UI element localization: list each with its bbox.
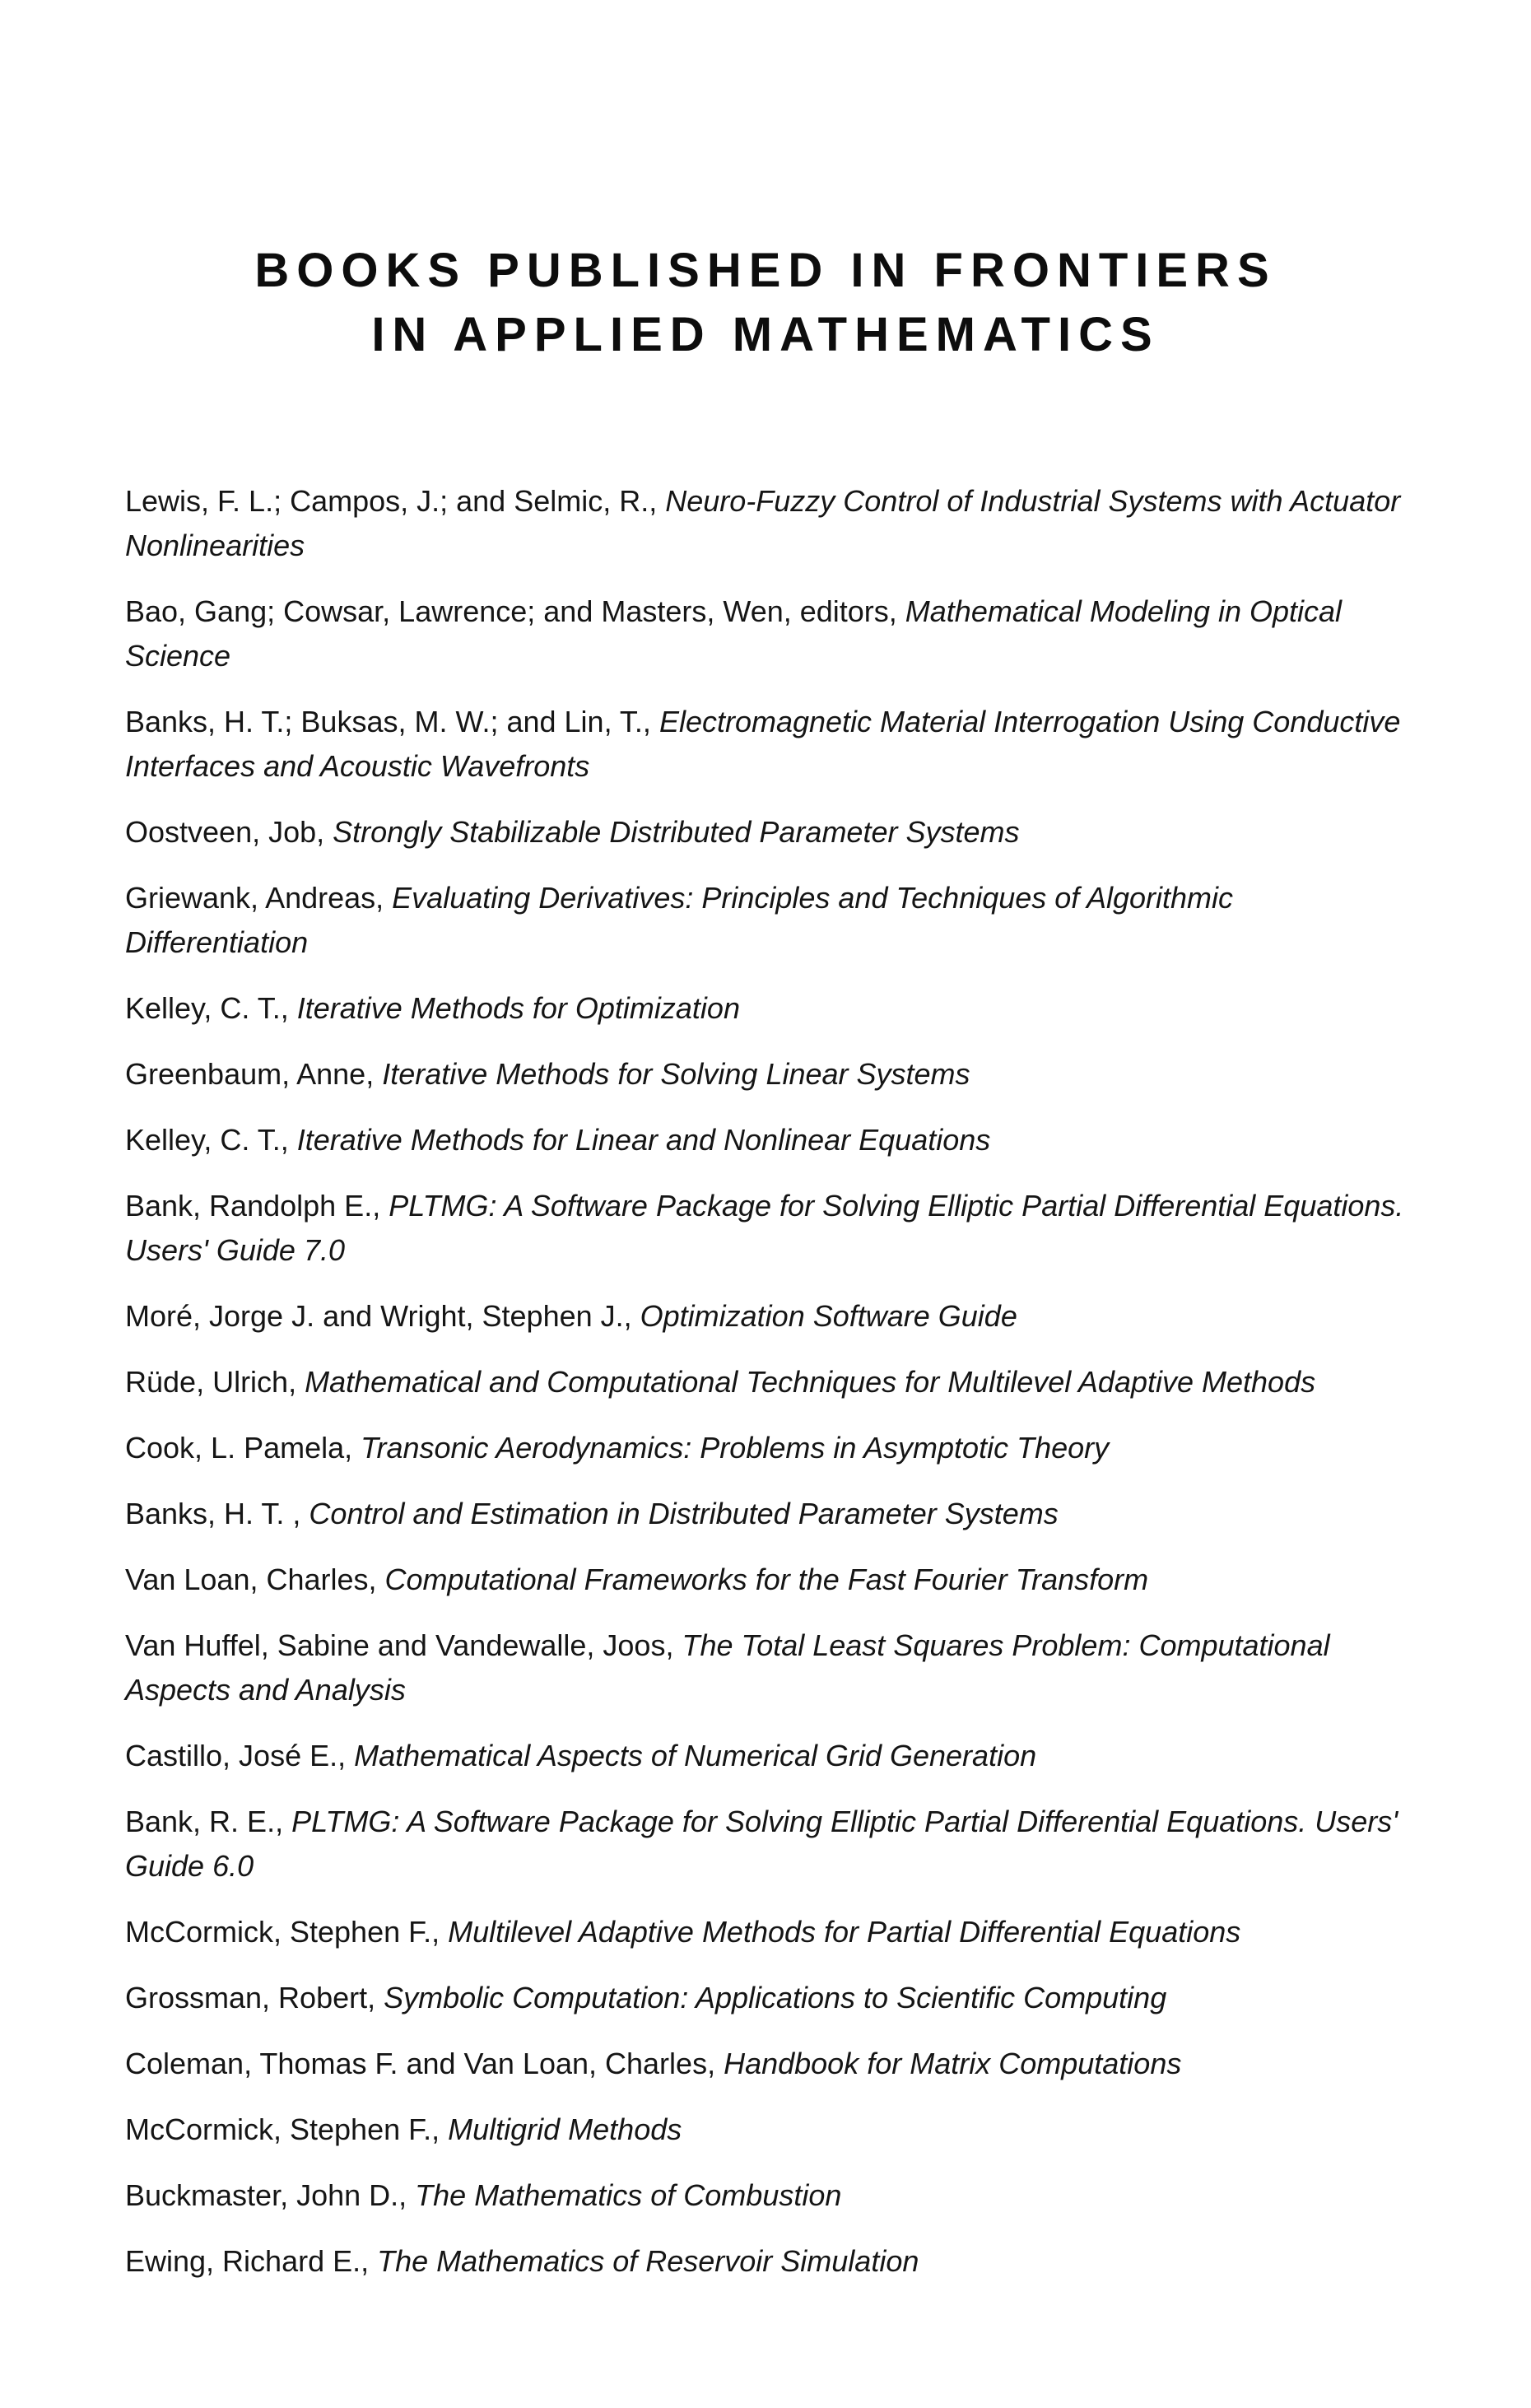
book-author: Castillo, José E., bbox=[125, 1739, 355, 1772]
book-entry bbox=[125, 1052, 1409, 1097]
book-entry bbox=[125, 2042, 1409, 2086]
book-author: McCormick, Stephen F., bbox=[125, 2112, 449, 2146]
book-title: Handbook for Matrix Computations bbox=[724, 2047, 1182, 2080]
book-title: PLTMG: A Software Package for Solving Elliptic Partial Differential Equations. Users' Guide 6.0 bbox=[125, 1805, 1398, 1883]
book-title: Mathematical and Computational Techniques for Multilevel Adaptive Methods bbox=[305, 1365, 1316, 1399]
book-title: Iterative Methods for Optimization bbox=[296, 991, 740, 1025]
book-title: PLTMG: A Software Package for Solving Elliptic Partial Differential Equations. Users' Guide 7.0 bbox=[125, 1189, 1404, 1267]
heading-line-1: BOOKS PUBLISHED IN FRONTIERS bbox=[254, 244, 1277, 297]
page-heading bbox=[0, 239, 1531, 367]
book-author: McCormick, Stephen F., bbox=[125, 1915, 449, 1949]
book-list bbox=[125, 479, 1409, 2305]
book-entry bbox=[125, 2108, 1409, 2152]
book-author: Cook, L. Pamela, bbox=[125, 1431, 361, 1465]
book-title: The Mathematics of Combustion bbox=[415, 2178, 842, 2212]
book-entry bbox=[125, 1184, 1409, 1273]
book-author: Kelley, C. T., bbox=[125, 991, 297, 1025]
book-entry bbox=[125, 2173, 1409, 2218]
book-title: Symbolic Computation: Applications to Scientific Computing bbox=[384, 1981, 1167, 2014]
book-entry bbox=[125, 1118, 1409, 1162]
book-entry bbox=[125, 1976, 1409, 2020]
heading-line-2: IN APPLIED MATHEMATICS bbox=[371, 308, 1160, 361]
book-author: Ewing, Richard E., bbox=[125, 2244, 378, 2278]
book-author: Bank, R. E., bbox=[125, 1805, 292, 1838]
book-title: Mathematical Modeling in Optical Science bbox=[125, 594, 1343, 673]
book-title: Electromagnetic Material Interrogation Using Conductive Interfaces and Acoustic Wavefronts bbox=[125, 705, 1401, 783]
book-title: Mathematical Aspects of Numerical Grid Generation bbox=[354, 1739, 1037, 1772]
book-author: Coleman, Thomas F. and Van Loan, Charles, bbox=[125, 2047, 724, 2080]
book-entry bbox=[125, 589, 1409, 678]
book-title: Iterative Methods for Linear and Nonlinear Equations bbox=[296, 1123, 991, 1157]
book-author: Banks, H. T.; Buksas, M. W.; and Lin, T., bbox=[125, 705, 659, 738]
book-entry bbox=[125, 479, 1409, 568]
book-entry bbox=[125, 1734, 1409, 1778]
book-author: Buckmaster, John D., bbox=[125, 2178, 416, 2212]
book-author: Greenbaum, Anne, bbox=[125, 1057, 383, 1091]
book-title: The Mathematics of Reservoir Simulation bbox=[377, 2244, 919, 2278]
book-title: Transonic Aerodynamics: Problems in Asymptotic Theory bbox=[361, 1431, 1110, 1465]
book-author: Bao, Gang; Cowsar, Lawrence; and Masters, Wen, editors, bbox=[125, 594, 905, 628]
book-title: Multilevel Adaptive Methods for Partial Differential Equations bbox=[448, 1915, 1241, 1949]
book-author: Oostveen, Job, bbox=[125, 815, 333, 849]
book-author: Banks, H. T. , bbox=[125, 1497, 309, 1530]
book-title: Iterative Methods for Solving Linear Systems bbox=[382, 1057, 970, 1091]
book-title: The Total Least Squares Problem: Computational Aspects and Analysis bbox=[125, 1628, 1330, 1707]
book-entry bbox=[125, 1294, 1409, 1339]
book-entry bbox=[125, 810, 1409, 855]
book-title: Strongly Stabilizable Distributed Parameter Systems bbox=[333, 815, 1020, 849]
book-title: Neuro-Fuzzy Control of Industrial Systems with Actuator Nonlinearities bbox=[125, 484, 1401, 562]
book-author: Moré, Jorge J. and Wright, Stephen J., bbox=[125, 1299, 640, 1333]
book-author: Van Loan, Charles, bbox=[125, 1563, 385, 1596]
book-author: Lewis, F. L.; Campos, J.; and Selmic, R., bbox=[125, 484, 666, 518]
book-entry bbox=[125, 2239, 1409, 2284]
book-author: Kelley, C. T., bbox=[125, 1123, 297, 1157]
book-entry bbox=[125, 700, 1409, 789]
book-entry bbox=[125, 1623, 1409, 1712]
book-author: Rüde, Ulrich, bbox=[125, 1365, 305, 1399]
book-entry bbox=[125, 1492, 1409, 1536]
book-title: Evaluating Derivatives: Principles and Techniques of Algorithmic Differentiation bbox=[125, 881, 1234, 959]
book-entry bbox=[125, 1910, 1409, 1954]
book-title: Optimization Software Guide bbox=[640, 1299, 1017, 1333]
book-title: Computational Frameworks for the Fast Fourier Transform bbox=[384, 1563, 1149, 1596]
book-entry bbox=[125, 1426, 1409, 1470]
book-title: Multigrid Methods bbox=[448, 2112, 682, 2146]
book-entry bbox=[125, 986, 1409, 1031]
book-entry bbox=[125, 1558, 1409, 1602]
book-entry bbox=[125, 1360, 1409, 1404]
book-title: Control and Estimation in Distributed Parameter Systems bbox=[309, 1497, 1059, 1530]
book-author: Grossman, Robert, bbox=[125, 1981, 384, 2014]
book-entry bbox=[125, 1800, 1409, 1889]
book-author: Bank, Randolph E., bbox=[125, 1189, 389, 1223]
book-author: Griewank, Andreas, bbox=[125, 881, 393, 915]
book-entry bbox=[125, 876, 1409, 965]
book-author: Van Huffel, Sabine and Vandewalle, Joos, bbox=[125, 1628, 682, 1662]
